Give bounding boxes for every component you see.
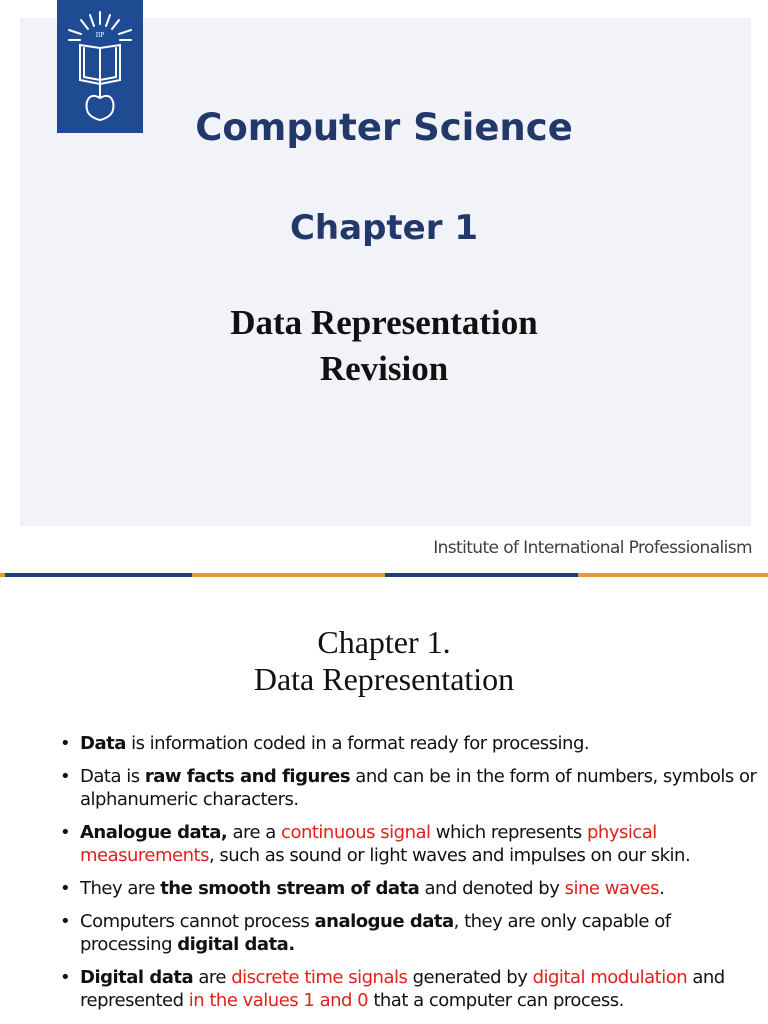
slide-subtitle — [0, 300, 768, 392]
heading-line: Data Representation — [253, 661, 515, 697]
subtitle-line: Data Representation — [230, 303, 538, 342]
bullet-list — [60, 732, 760, 1022]
svg-text:IIP: IIP — [95, 31, 105, 39]
bullet-item: • Digital data are discrete time signals generated by digital modulation and represented in the values 1 and 0 that a computer can process. — [60, 966, 760, 1012]
bullet-item: • They are the smooth stream of data and denoted by sine waves. — [60, 877, 760, 900]
bullet-item: • Data is information coded in a format ready for processing. — [60, 732, 760, 755]
bullet-item: • Analogue data, are a continuous signal which represents physical measurements, such as sound or light waves and impulses on our skin. — [60, 821, 760, 867]
heading-line: Chapter 1. — [317, 624, 451, 660]
bullet-item: • Data is raw facts and figures and can be in the form of numbers, symbols or alphanumeric characters. — [60, 765, 760, 811]
chapter-title: Chapter 1 — [289, 208, 478, 248]
slide-heading — [0, 624, 768, 698]
institute-name: Institute of International Professionalism — [433, 538, 752, 558]
subtitle-line: Revision — [319, 349, 449, 388]
course-title: Computer Science — [195, 106, 573, 149]
bullet-item: • Computers cannot process analogue data, they are only capable of processing digital data. — [60, 910, 760, 956]
